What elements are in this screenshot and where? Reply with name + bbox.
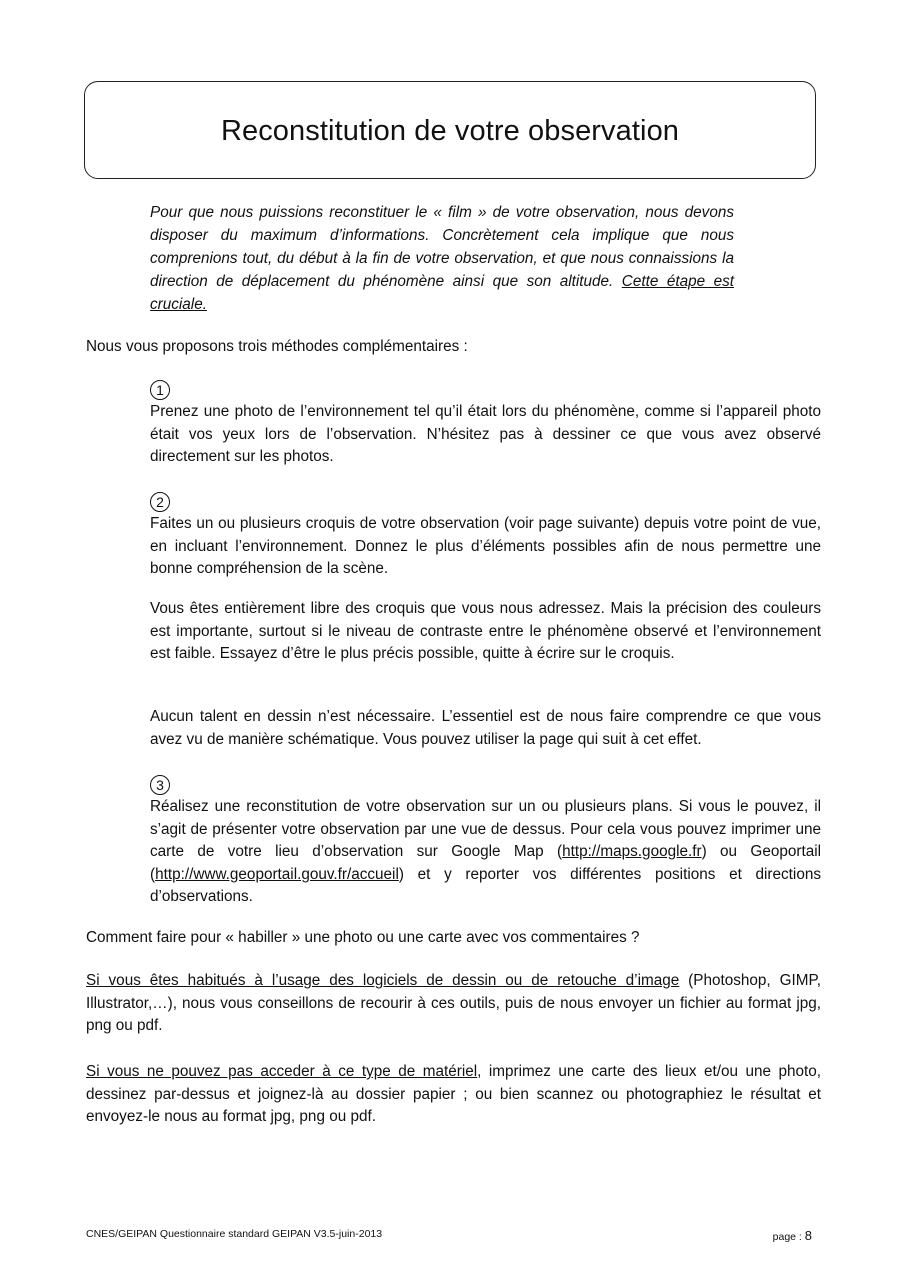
geoportail-link[interactable]: http://www.geoportail.gouv.fr/accueil <box>155 865 399 883</box>
method-3-text-a: Réalisez une reconstitution de votre observation sur un ou plusieurs plans. Si vous le pouvez, il s’agit de présenter votre observation par une vue de dessus. Pour cela vous pouvez imprimer une carte de votre lieu d’observation sur Google Map ( <box>150 798 821 860</box>
method-1-text: Prenez une photo de l’environnement tel qu’il était lors du phénomène, comme si l’appareil photo était vos yeux lors de l’observation. N’hésitez pas à dessiner ce que vous avez observé directement sur les photos. <box>150 403 821 465</box>
no-software-lead: Si vous ne pouvez pas acceder à ce type de matériel <box>86 1063 478 1080</box>
method-2-paragraph-2: Vous êtes entièrement libre des croquis que vous nous adressez. Mais la précision des couleurs est importante, surtout si le niveau de contraste entre le phénomène observé et l’environnement est faible. Essayez d’être le plus précis possible, quitte à écrire sur le croquis. <box>150 600 821 662</box>
method-1-number: 1 <box>150 380 170 400</box>
intro-paragraph <box>150 201 734 316</box>
method-2-paragraph-3: Aucun talent en dessin n’est nécessaire. L’essentiel est de nous faire comprendre ce que vous avez vu de manière schématique. Vous pouvez utiliser la page qui suit à cet effet. <box>150 708 821 748</box>
software-rest: (Photoshop, GIMP, Illustrator,…), nous vous conseillons de recourir à ces outils, puis de nous envoyer un fichier au format jpg, png ou pdf. <box>86 972 821 1034</box>
no-software-paragraph <box>86 1061 821 1129</box>
intro-text: Pour que nous puissions reconstituer le « film » de votre observation, nous devons disposer du maximum d’informations. Concrètement cela implique que nous comprenions tout, du début à la fin de votre observation, et que nous connaissions la direction de déplacement du phénomène ainsi que son altitude. <box>150 204 734 290</box>
footer-page-label: page : <box>772 1231 805 1243</box>
footer-page <box>773 1228 812 1243</box>
method-2-number: 2 <box>150 492 170 512</box>
method-3-text <box>150 796 821 909</box>
method-3-number: 3 <box>150 775 170 795</box>
intro-emphasis: Cette étape est cruciale. <box>150 273 735 313</box>
software-paragraph <box>86 970 821 1038</box>
software-lead: Si vous êtes habitués à l’usage des logiciels de dessin ou de retouche d’image <box>86 972 680 989</box>
page-title: Reconstitution de votre observation <box>220 114 680 147</box>
footer-page-number: 8 <box>804 1228 812 1243</box>
title-box <box>84 81 816 179</box>
google-maps-link[interactable]: http://maps.google.fr <box>562 843 702 860</box>
methods-intro: Nous vous proposons trois méthodes complémentaires : <box>86 338 468 355</box>
no-software-rest: , imprimez une carte des lieux et/ou une photo, dessinez par-dessus et joignez-là au dossier papier ; ou bien scannez ou photographiez le résultat et envoyez-le nous au format jpg, png ou pdf. <box>86 1063 821 1125</box>
method-2-paragraph-1: Faites un ou plusieurs croquis de votre observation (voir page suivante) depuis votre point de vue, en incluant l’environnement. Donnez le plus d’éléments possibles afin de nous permettre une bonne compréhension de la scène. <box>150 515 821 577</box>
footer-document-id: CNES/GEIPAN Questionnaire standard GEIPAN V3.5-juin-2013 <box>86 1228 383 1240</box>
method-3-text-b: ) ou Geoportail ( <box>150 843 821 883</box>
method-3-text-c: ) et y reporter vos différentes positions et directions d’observations. <box>150 865 821 905</box>
question-heading: Comment faire pour « habiller » une photo ou une carte avec vos commentaires ? <box>86 929 640 946</box>
